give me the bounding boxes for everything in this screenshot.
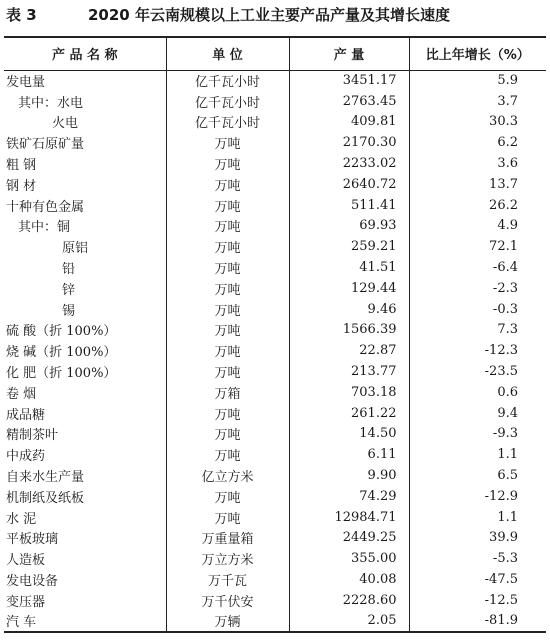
table-row xyxy=(4,590,546,611)
table-row xyxy=(4,465,546,486)
output-cell: 9.46 xyxy=(289,299,409,320)
unit-cell: 万吨 xyxy=(166,278,289,299)
output-cell: 409.81 xyxy=(289,112,409,133)
output-cell: 259.21 xyxy=(289,236,409,257)
header-unit: 单 位 xyxy=(166,37,289,70)
output-cell: 12984.71 xyxy=(289,507,409,528)
table-row xyxy=(4,340,546,361)
table-title-text: 2020 年云南规模以上工业主要产品产量及其增长速度 xyxy=(88,6,450,24)
product-name-cell: 人造板 xyxy=(6,553,46,569)
unit-cell: 万吨 xyxy=(166,320,289,341)
output-cell: 2449.25 xyxy=(289,528,409,549)
table-title xyxy=(0,0,550,30)
table-row xyxy=(4,320,546,341)
header-row xyxy=(4,37,546,70)
output-cell: 69.93 xyxy=(289,216,409,237)
growth-cell: -47.5 xyxy=(409,569,546,590)
product-name-cell: 平板玻璃 xyxy=(6,532,59,548)
unit-cell: 万重量箱 xyxy=(166,528,289,549)
header-growth: 比上年增长（%） xyxy=(409,37,546,70)
growth-cell: 5.9 xyxy=(409,70,546,91)
table-row xyxy=(4,257,546,278)
output-cell: 2170.30 xyxy=(289,132,409,153)
table-row xyxy=(4,299,546,320)
growth-cell: 26.2 xyxy=(409,195,546,216)
growth-cell: 3.7 xyxy=(409,91,546,112)
unit-cell: 亿千瓦小时 xyxy=(166,112,289,133)
table-row xyxy=(4,507,546,528)
output-cell: 129.44 xyxy=(289,278,409,299)
output-cell: 6.11 xyxy=(289,444,409,465)
product-name-cell: 机制纸及纸板 xyxy=(6,490,85,506)
product-name-cell: 硫 酸（折 100%） xyxy=(6,324,117,340)
product-name-cell: 卷 烟 xyxy=(6,386,37,402)
growth-cell: 72.1 xyxy=(409,236,546,257)
product-name-cell: 精制茶叶 xyxy=(6,428,59,444)
header-output: 产 量 xyxy=(289,37,409,70)
table-row xyxy=(4,569,546,590)
output-cell: 213.77 xyxy=(289,361,409,382)
product-name-cell: 原铝 xyxy=(62,241,89,257)
output-cell: 22.87 xyxy=(289,340,409,361)
product-name-cell: 其中：铜 xyxy=(18,220,71,236)
unit-cell: 万吨 xyxy=(166,403,289,424)
output-cell: 2233.02 xyxy=(289,153,409,174)
unit-cell: 万千瓦 xyxy=(166,569,289,590)
table-row xyxy=(4,403,546,424)
unit-cell: 万吨 xyxy=(166,507,289,528)
growth-cell: -12.5 xyxy=(409,590,546,611)
header-product-name: 产 品 名 称 xyxy=(51,48,118,64)
unit-cell: 亿立方米 xyxy=(166,465,289,486)
unit-cell: 万吨 xyxy=(166,361,289,382)
product-name-cell: 钢 材 xyxy=(6,178,37,194)
growth-cell: 1.1 xyxy=(409,444,546,465)
unit-cell: 亿千瓦小时 xyxy=(166,91,289,112)
growth-cell: 13.7 xyxy=(409,174,546,195)
table-row xyxy=(4,112,546,133)
unit-cell: 万吨 xyxy=(166,444,289,465)
output-cell: 2228.60 xyxy=(289,590,409,611)
table-row xyxy=(4,611,546,632)
output-cell: 2.05 xyxy=(289,611,409,632)
table-row xyxy=(4,382,546,403)
growth-cell: -0.3 xyxy=(409,299,546,320)
growth-cell: -9.3 xyxy=(409,424,546,445)
table-row xyxy=(4,236,546,257)
growth-cell: -12.9 xyxy=(409,486,546,507)
growth-cell: 4.9 xyxy=(409,216,546,237)
product-name-cell: 火电 xyxy=(52,116,79,132)
growth-cell: 0.6 xyxy=(409,382,546,403)
growth-cell: -81.9 xyxy=(409,611,546,632)
product-name-cell: 水 泥 xyxy=(6,511,37,527)
growth-cell: -2.3 xyxy=(409,278,546,299)
growth-cell: 3.6 xyxy=(409,153,546,174)
table-row xyxy=(4,91,546,112)
growth-cell: 9.4 xyxy=(409,403,546,424)
output-cell: 9.90 xyxy=(289,465,409,486)
growth-cell: -12.3 xyxy=(409,340,546,361)
table-row xyxy=(4,278,546,299)
table-number: 表 3 xyxy=(6,6,37,24)
table-body xyxy=(4,70,546,632)
table-row xyxy=(4,528,546,549)
table-row xyxy=(4,486,546,507)
output-cell: 2640.72 xyxy=(289,174,409,195)
product-name-cell: 烧 碱（折 100%） xyxy=(6,345,117,361)
unit-cell: 万吨 xyxy=(166,236,289,257)
product-name-cell: 化 肥（折 100%） xyxy=(6,366,117,382)
table-row xyxy=(4,216,546,237)
product-name-cell: 其中：水电 xyxy=(18,95,84,111)
table-row xyxy=(4,153,546,174)
table-row xyxy=(4,132,546,153)
table-row xyxy=(4,195,546,216)
unit-cell: 亿千瓦小时 xyxy=(166,70,289,91)
unit-cell: 万箱 xyxy=(166,382,289,403)
growth-cell: 6.2 xyxy=(409,132,546,153)
product-name-cell: 锌 xyxy=(62,282,76,298)
unit-cell: 万吨 xyxy=(166,216,289,237)
product-name-cell: 铅 xyxy=(62,262,76,278)
production-table xyxy=(4,36,546,633)
unit-cell: 万吨 xyxy=(166,257,289,278)
product-name-cell: 发电设备 xyxy=(6,574,59,590)
unit-cell: 万吨 xyxy=(166,195,289,216)
unit-cell: 万吨 xyxy=(166,424,289,445)
table-row xyxy=(4,548,546,569)
growth-cell: 39.9 xyxy=(409,528,546,549)
unit-cell: 万吨 xyxy=(166,340,289,361)
output-cell: 3451.17 xyxy=(289,70,409,91)
table-row xyxy=(4,424,546,445)
unit-cell: 万吨 xyxy=(166,132,289,153)
unit-cell: 万吨 xyxy=(166,153,289,174)
unit-cell: 万吨 xyxy=(166,299,289,320)
product-name-cell: 铁矿石原矿量 xyxy=(6,137,85,153)
table-row xyxy=(4,444,546,465)
growth-cell: 7.3 xyxy=(409,320,546,341)
product-name-cell: 粗 钢 xyxy=(6,158,37,174)
output-cell: 14.50 xyxy=(289,424,409,445)
product-name-cell: 汽 车 xyxy=(6,615,37,631)
product-name-cell: 自来水生产量 xyxy=(6,470,85,486)
growth-cell: -5.3 xyxy=(409,548,546,569)
output-cell: 1566.39 xyxy=(289,320,409,341)
unit-cell: 万立方米 xyxy=(166,548,289,569)
product-name-cell: 锡 xyxy=(62,303,76,319)
unit-cell: 万千伏安 xyxy=(166,590,289,611)
growth-cell: 1.1 xyxy=(409,507,546,528)
output-cell: 74.29 xyxy=(289,486,409,507)
growth-cell: -6.4 xyxy=(409,257,546,278)
unit-cell: 万吨 xyxy=(166,174,289,195)
table-row xyxy=(4,174,546,195)
output-cell: 40.08 xyxy=(289,569,409,590)
product-name-cell: 十种有色金属 xyxy=(6,199,85,215)
unit-cell: 万吨 xyxy=(166,486,289,507)
unit-cell: 万辆 xyxy=(166,611,289,632)
product-name-cell: 中成药 xyxy=(6,449,46,465)
product-name-cell: 成品糖 xyxy=(6,407,46,423)
output-cell: 703.18 xyxy=(289,382,409,403)
growth-cell: 30.3 xyxy=(409,112,546,133)
table-row xyxy=(4,70,546,91)
growth-cell: 6.5 xyxy=(409,465,546,486)
growth-cell: -23.5 xyxy=(409,361,546,382)
product-name-cell: 变压器 xyxy=(6,594,46,610)
output-cell: 41.51 xyxy=(289,257,409,278)
output-cell: 511.41 xyxy=(289,195,409,216)
output-cell: 261.22 xyxy=(289,403,409,424)
product-name-cell: 发电量 xyxy=(6,75,46,91)
output-cell: 2763.45 xyxy=(289,91,409,112)
table-row xyxy=(4,361,546,382)
output-cell: 355.00 xyxy=(289,548,409,569)
